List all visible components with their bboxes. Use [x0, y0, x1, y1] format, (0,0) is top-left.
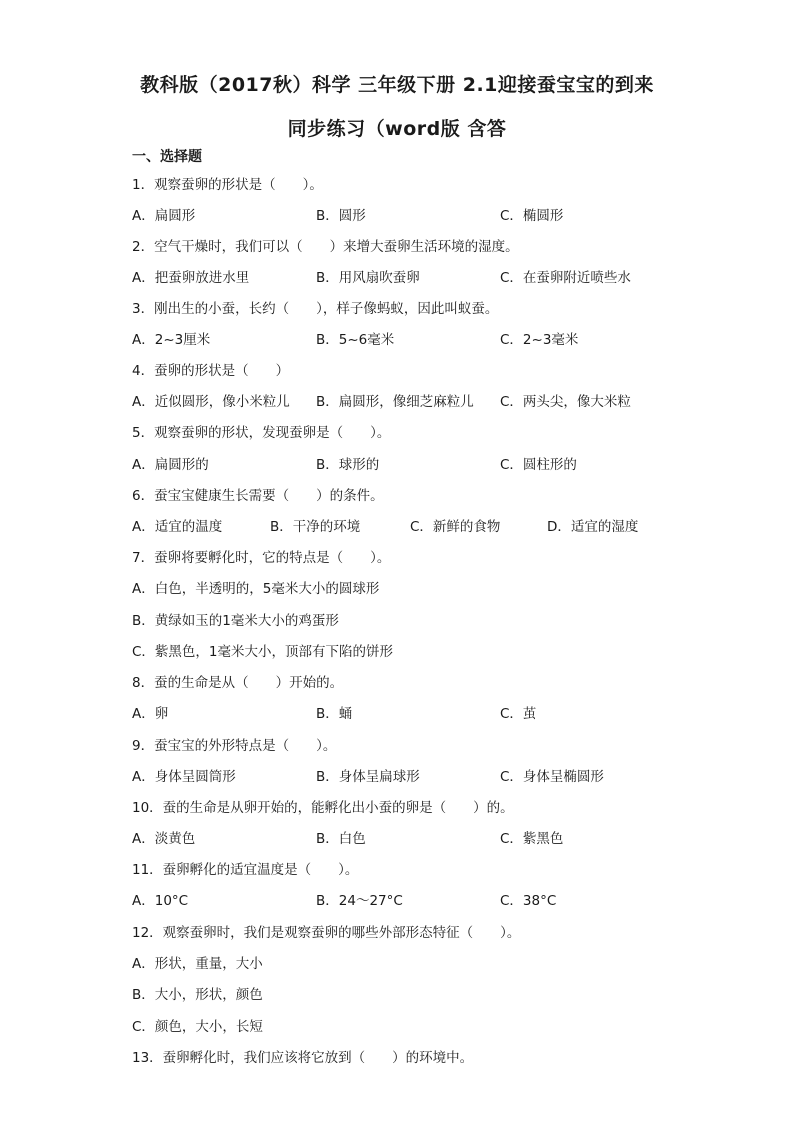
question-6-option-b: B．干净的环境 — [270, 519, 361, 535]
question-8-stem: 8．蚕的生命是从（ ）开始的。 — [132, 675, 344, 691]
question-8-option-b: B．蛹 — [316, 706, 353, 722]
question-10-option-b: B．白色 — [316, 831, 366, 847]
question-6-option-c: C．新鲜的食物 — [410, 519, 501, 535]
question-7-option-c: C．紫黑色，1毫米大小，顶部有下陷的饼形 — [132, 644, 394, 660]
question-6-option-a: A．适宜的温度 — [132, 519, 223, 535]
question-2-option-b: B．用风扇吹蚕卵 — [316, 270, 420, 286]
question-9-option-b: B．身体呈扁球形 — [316, 769, 420, 785]
question-2-option-c: C．在蚕卵附近喷些水 — [500, 270, 631, 286]
question-5-option-a: A．扁圆形的 — [132, 457, 209, 473]
question-12-stem: 12．观察蚕卵时，我们是观察蚕卵的哪些外部形态特征（ ）。 — [132, 925, 521, 941]
question-7-option-b: B．黄绿如玉的1毫米大小的鸡蛋形 — [132, 613, 339, 629]
question-1-option-b: B．圆形 — [316, 208, 366, 224]
question-3-stem: 3．刚出生的小蚕，长约（ ），样子像蚂蚁，因此叫蚁蚕。 — [132, 301, 499, 317]
question-6-stem: 6．蚕宝宝健康生长需要（ ）的条件。 — [132, 488, 384, 504]
question-2-option-a: A．把蚕卵放进水里 — [132, 270, 250, 286]
question-10-option-a: A．淡黄色 — [132, 831, 196, 847]
question-9-option-a: A．身体呈圆筒形 — [132, 769, 236, 785]
question-4-option-c: C．两头尖，像大米粒 — [500, 394, 631, 410]
question-9-option-c: C．身体呈椭圆形 — [500, 769, 604, 785]
question-1-stem: 1．观察蚕卵的形状是（ ）。 — [132, 177, 323, 193]
page-title-line-2: 同步练习（word版 含答 — [287, 118, 507, 140]
section-heading: 一、选择题 — [132, 149, 202, 165]
question-12-option-b: B．大小，形状，颜色 — [132, 987, 263, 1003]
question-5-option-c: C．圆柱形的 — [500, 457, 577, 473]
question-11-stem: 11．蚕卵孵化的适宜温度是（ ）。 — [132, 862, 359, 878]
question-5-option-b: B．球形的 — [316, 457, 380, 473]
question-4-option-a: A．近似圆形，像小米粒儿 — [132, 394, 290, 410]
question-11-option-b: B．24～27°C — [316, 893, 403, 909]
question-7-option-a: A．白色，半透明的，5毫米大小的圆球形 — [132, 581, 380, 597]
question-4-stem: 4．蚕卵的形状是（ ） — [132, 363, 290, 379]
question-6-option-d: D．适宜的湿度 — [547, 519, 639, 535]
question-11-option-c: C．38°C — [500, 893, 557, 909]
question-9-stem: 9．蚕宝宝的外形特点是（ ）。 — [132, 738, 337, 754]
question-8-option-a: A．卵 — [132, 706, 169, 722]
question-3-option-c: C．2~3毫米 — [500, 332, 579, 348]
question-1-option-c: C．椭圆形 — [500, 208, 564, 224]
question-2-stem: 2．空气干燥时，我们可以（ ）来增大蚕卵生活环境的湿度。 — [132, 239, 519, 255]
question-13-stem: 13．蚕卵孵化时，我们应该将它放到（ ）的环境中。 — [132, 1050, 474, 1066]
question-12-option-a: A．形状，重量，大小 — [132, 956, 263, 972]
question-3-option-a: A．2~3厘米 — [132, 332, 211, 348]
question-8-option-c: C．茧 — [500, 706, 537, 722]
question-5-stem: 5．观察蚕卵的形状，发现蚕卵是（ ）。 — [132, 425, 391, 441]
question-10-stem: 10．蚕的生命是从卵开始的，能孵化出小蚕的卵是（ ）的。 — [132, 800, 514, 816]
page-title-line-1: 教科版（2017秋）科学 三年级下册 2.1迎接蚕宝宝的到来 — [140, 74, 654, 96]
question-4-option-b: B．扁圆形，像细芝麻粒儿 — [316, 394, 474, 410]
question-7-stem: 7．蚕卵将要孵化时，它的特点是（ ）。 — [132, 550, 391, 566]
question-10-option-c: C．紫黑色 — [500, 831, 564, 847]
question-12-option-c: C．颜色，大小，长短 — [132, 1019, 263, 1035]
question-3-option-b: B．5~6毫米 — [316, 332, 395, 348]
question-1-option-a: A．扁圆形 — [132, 208, 196, 224]
question-11-option-a: A．10°C — [132, 893, 189, 909]
